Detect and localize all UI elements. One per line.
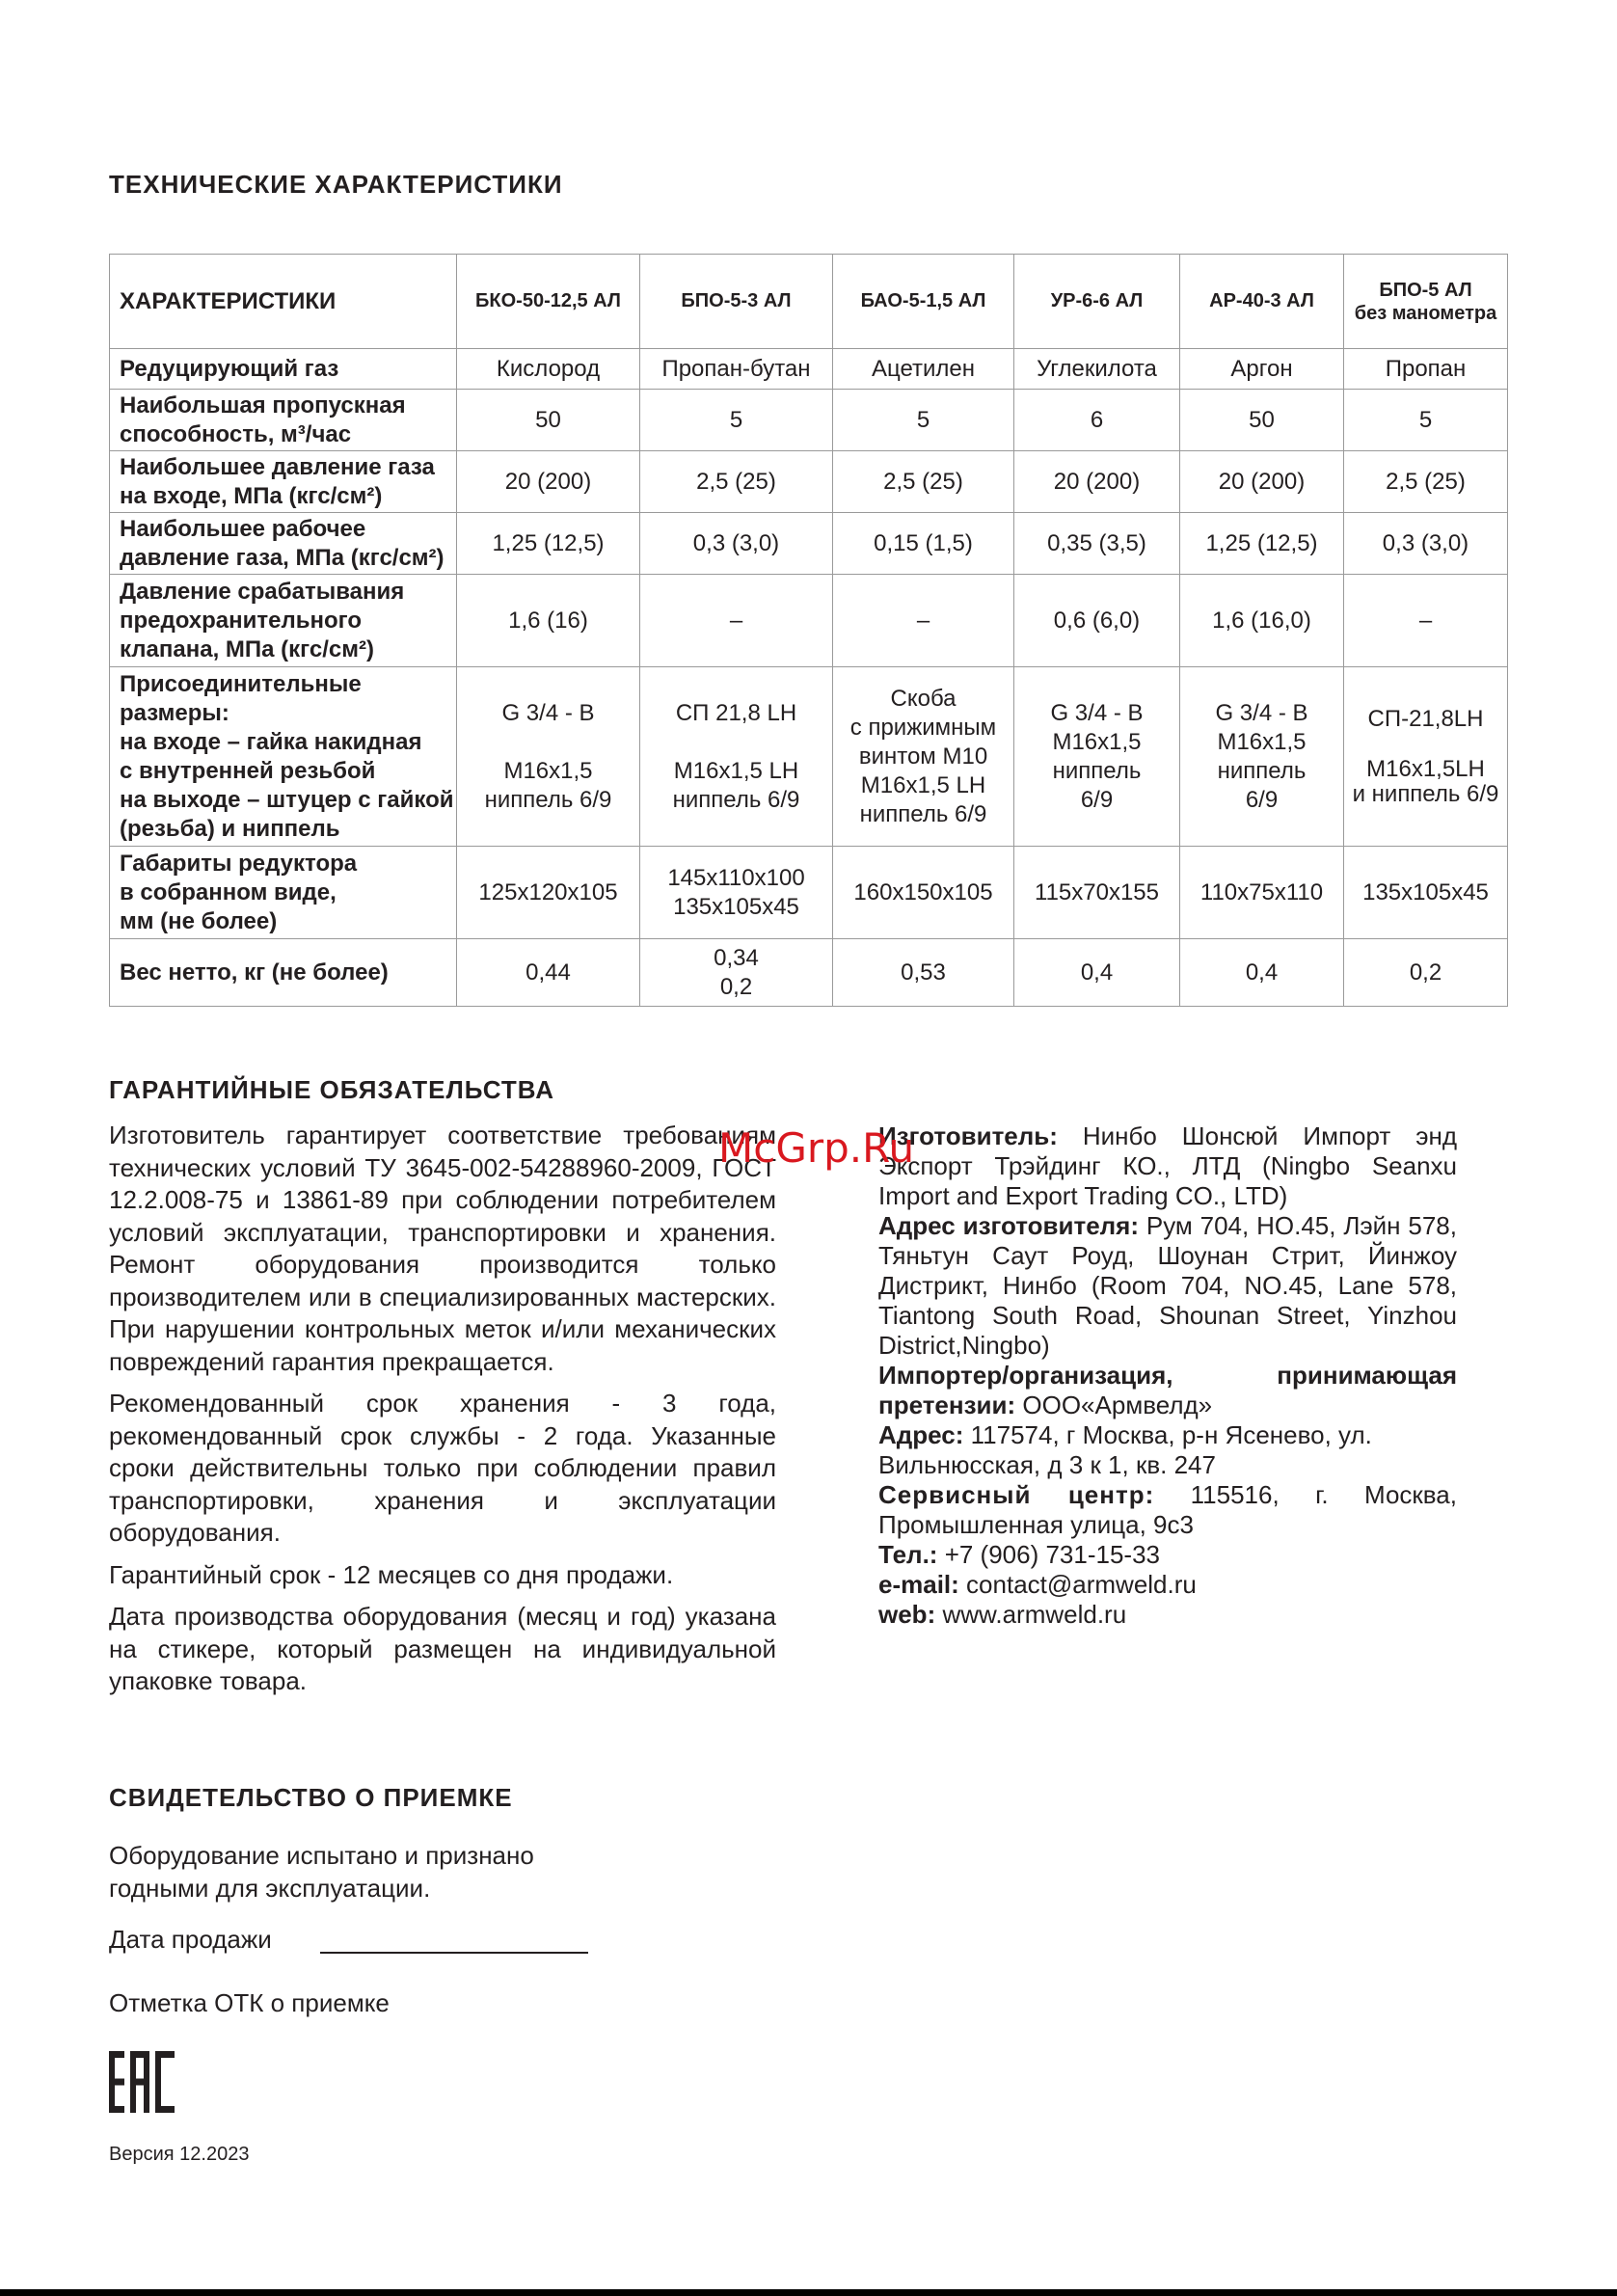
- email-link[interactable]: contact@armweld.ru: [966, 1570, 1197, 1599]
- table-row: [110, 390, 1508, 451]
- table-cell: 50: [457, 390, 640, 451]
- table-cell: СП 21,8 LH М16х1,5 LH ниппель 6/9: [640, 667, 833, 847]
- row-label: Габариты редуктора в собранном виде, мм (не более): [110, 847, 457, 939]
- table-cell: 2,5 (25): [833, 451, 1014, 513]
- version-label: Версия 12.2023: [109, 2144, 250, 2165]
- addr2-label: Адрес:: [878, 1420, 964, 1449]
- addr2-text: 117574, г Москва, р-н Ясенево, ул. Вильнюсская, д 3 к 1, кв. 247: [878, 1420, 1372, 1479]
- table-cell: 0,4: [1180, 939, 1344, 1007]
- table-header-row: [110, 255, 1508, 349]
- sale-date-line[interactable]: [320, 1952, 588, 1954]
- table-cell: 0,4: [1014, 939, 1180, 1007]
- table-cell: 1,25 (12,5): [457, 513, 640, 575]
- row-label: Редуцирующий газ: [110, 349, 457, 390]
- table-cell: 0,15 (1,5): [833, 513, 1014, 575]
- table-cell: 0,3 (3,0): [640, 513, 833, 575]
- maker-label: Изготовитель:: [878, 1121, 1058, 1150]
- table-cell: 1,25 (12,5): [1180, 513, 1344, 575]
- manufacturer-info: [878, 1121, 1457, 1630]
- table-cell: Ацетилен: [833, 349, 1014, 390]
- header-cell: БПО-5 АЛ без манометра: [1344, 255, 1508, 349]
- table-cell: 5: [833, 390, 1014, 451]
- eac-mark-icon: [109, 2051, 176, 2113]
- web-link[interactable]: www.armweld.ru: [942, 1600, 1127, 1629]
- table-row: [110, 667, 1508, 847]
- eac-logo: [109, 2051, 176, 2118]
- header-cell: ХАРАКТЕРИСТИКИ: [110, 255, 457, 349]
- header-cell: БПО-5-3 АЛ: [640, 255, 833, 349]
- table-cell: Углекилота: [1014, 349, 1180, 390]
- importer-text: ООО«Армвелд»: [1022, 1391, 1213, 1419]
- row-label: Наибольшее давление газа на входе, МПа (кгс/см²): [110, 451, 457, 513]
- warranty-paragraph: Дата производства оборудования (месяц и год) указана на стикере, который размещен на индивидуальной упаковке товара.: [109, 1602, 776, 1695]
- table-cell: 0,53: [833, 939, 1014, 1007]
- warranty-paragraph: Рекомендованный срок хранения - 3 года, рекомендованный срок службы - 2 года. Указанные сроки действительны только при соблюдении правил транспортировки, хранения и эксплуатации оборудования.: [109, 1389, 776, 1547]
- table-row: [110, 847, 1508, 939]
- service-text: 115516, г. Москва, Промышленная улица, 9с3: [878, 1480, 1457, 1539]
- email-label: e-mail:: [878, 1570, 959, 1599]
- table-cell: 2,5 (25): [1344, 451, 1508, 513]
- header-cell: УР-6-6 АЛ: [1014, 255, 1180, 349]
- table-cell: 0,6 (6,0): [1014, 575, 1180, 667]
- header-cell: АР-40-3 АЛ: [1180, 255, 1344, 349]
- row-label: Присоединительные размеры: на входе – гайка накидная с внутренней резьбой на выходе – штуцер с гайкой (резьба) и ниппель: [110, 667, 457, 847]
- table-cell: Пропан-бутан: [640, 349, 833, 390]
- table-cell: 6: [1014, 390, 1180, 451]
- header-cell: БАО-5-1,5 АЛ: [833, 255, 1014, 349]
- table-cell: 5: [1344, 390, 1508, 451]
- warranty-title: ГАРАНТИЙНЫЕ ОБЯЗАТЕЛЬСТВА: [109, 1075, 555, 1104]
- table-row: [110, 451, 1508, 513]
- table-cell: G 3/4 - B М16х1,5 ниппель 6/9: [1180, 667, 1344, 847]
- table-cell: 50: [1180, 390, 1344, 451]
- table-cell: 0,35 (3,5): [1014, 513, 1180, 575]
- table-cell: G 3/4 - B М16х1,5 ниппель 6/9: [1014, 667, 1180, 847]
- acceptance-title: СВИДЕТЕЛЬСТВО О ПРИЕМКЕ: [109, 1783, 513, 1812]
- table-cell: –: [1344, 575, 1508, 667]
- table-cell: 1,6 (16,0): [1180, 575, 1344, 667]
- watermark: McGrp.Ru: [718, 1124, 915, 1172]
- warranty-paragraph: Изготовитель гарантирует соответствие требованиям технических условий ТУ 3645-002-54288960-2009, ГОСТ 12.2.008-75 и 13861-89 при соблюдении потребителем условий эксплуатации, транспортировки и хранения. Ремонт оборудования производится только производителем или в специализированных мастерских. При нарушении контрольных меток и/или механических повреждений гарантия прекращается.: [109, 1121, 776, 1376]
- service-label: Сервисный центр:: [878, 1480, 1155, 1509]
- table-cell: Скоба с прижимным винтом М10 М16х1,5 LH ниппель 6/9: [833, 667, 1014, 847]
- tel-text: +7 (906) 731-15-33: [944, 1540, 1161, 1569]
- table-row: [110, 349, 1508, 390]
- table-cell: 1,6 (16): [457, 575, 640, 667]
- header-cell: БКО-50-12,5 АЛ: [457, 255, 640, 349]
- table-cell: 0,34 0,2: [640, 939, 833, 1007]
- table-cell: 125х120х105: [457, 847, 640, 939]
- row-label: Наибольшее рабочее давление газа, МПа (кгс/см²): [110, 513, 457, 575]
- table-cell: 145х110х100 135х105х45: [640, 847, 833, 939]
- table-cell: –: [640, 575, 833, 667]
- table-cell: 5: [640, 390, 833, 451]
- table-cell: G 3/4 - B М16х1,5 ниппель 6/9: [457, 667, 640, 847]
- address-text: Рум 704, НО.45, Лэйн 578, Тяньтун Саут Роуд, Шоунан Стрит, Йинжоу Дистрикт, Нинбо (Room 704, NO.45, Lane 578, Tiantong South Road, Shounan Street, Yinzhou District,Ningbo): [878, 1211, 1457, 1360]
- table-cell: –: [833, 575, 1014, 667]
- table-cell: 20 (200): [1180, 451, 1344, 513]
- spec-table: [109, 254, 1508, 1007]
- table-cell: Пропан: [1344, 349, 1508, 390]
- table-cell: 0,2: [1344, 939, 1508, 1007]
- importer-label: Импортер/организация, принимающая претензии:: [878, 1361, 1457, 1419]
- warranty-text: [109, 1120, 776, 1698]
- address-label: Адрес изготовителя:: [878, 1211, 1139, 1240]
- row-label: Давление срабатывания предохранительного клапана, МПа (кгс/см²): [110, 575, 457, 667]
- table-cell: 160х150х105: [833, 847, 1014, 939]
- sale-date-label: Дата продажи: [109, 1925, 272, 1954]
- warranty-paragraph: Гарантийный срок - 12 месяцев со дня продажи.: [109, 1559, 674, 1589]
- table-cell: 20 (200): [457, 451, 640, 513]
- table-cell: 20 (200): [1014, 451, 1180, 513]
- web-label: web:: [878, 1600, 936, 1629]
- table-cell: 110х75х110: [1180, 847, 1344, 939]
- table-row: [110, 575, 1508, 667]
- spec-title: ТЕХНИЧЕСКИЕ ХАРАКТЕРИСТИКИ: [109, 170, 563, 199]
- footer-bar: [0, 2289, 1617, 2296]
- row-label: Наибольшая пропускная способность, м³/час: [110, 390, 457, 451]
- table-row: [110, 939, 1508, 1007]
- row-label: Вес нетто, кг (не более): [110, 939, 457, 1007]
- tel-label: Тел.:: [878, 1540, 938, 1569]
- table-cell: Кислород: [457, 349, 640, 390]
- maker-text: Нинбо Шонсюй Импорт энд Экспорт Трэйдинг КО., ЛТД (Ningbo Seanxu Import and Export Trading CO., LTD): [878, 1121, 1457, 1210]
- table-cell: 135х105х45: [1344, 847, 1508, 939]
- table-cell: 0,3 (3,0): [1344, 513, 1508, 575]
- table-cell: 0,44: [457, 939, 640, 1007]
- table-cell: Аргон: [1180, 349, 1344, 390]
- acceptance-text: Оборудование испытано и признано годными для эксплуатации.: [109, 1841, 534, 1903]
- table-cell: 2,5 (25): [640, 451, 833, 513]
- table-cell: СП-21,8LH М16х1,5LH и ниппель 6/9: [1344, 667, 1508, 847]
- table-row: [110, 513, 1508, 575]
- table-cell: 115х70х155: [1014, 847, 1180, 939]
- otk-label: Отметка ОТК о приемке: [109, 1988, 390, 2017]
